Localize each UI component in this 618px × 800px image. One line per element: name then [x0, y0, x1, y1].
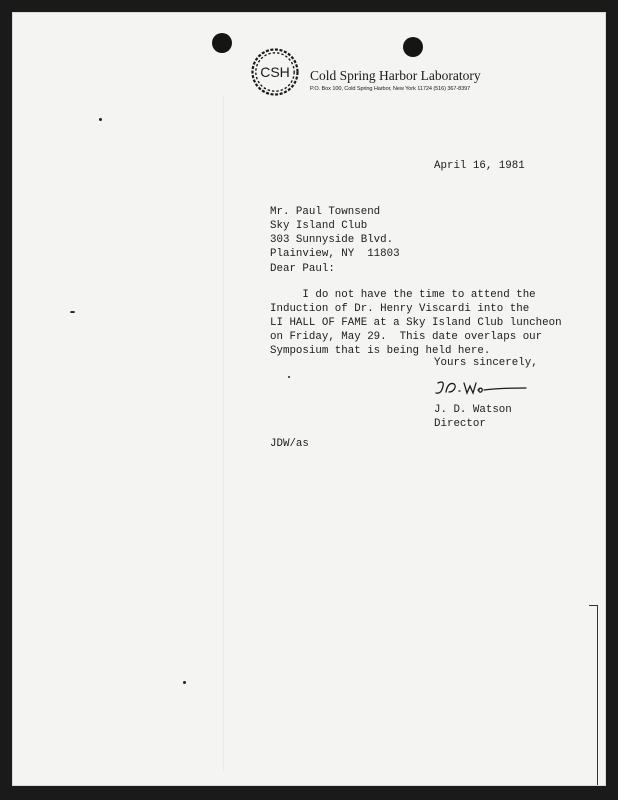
recipient-address	[270, 205, 400, 261]
punch-hole-right	[403, 37, 423, 57]
paper-edge-mark	[597, 605, 598, 785]
signatory-title: Director	[434, 418, 486, 430]
signatory	[434, 403, 512, 431]
paper-speck	[288, 376, 290, 378]
paper-speck	[70, 311, 75, 313]
paper-speck	[183, 681, 186, 684]
body-line: on Friday, May 29. This date overlaps our	[270, 331, 543, 343]
body-line: Induction of Dr. Henry Viscardi into the	[270, 303, 530, 315]
signatory-name: J. D. Watson	[434, 404, 512, 416]
letter-page	[12, 12, 606, 786]
typist-initials: JDW/as	[270, 438, 309, 450]
body-line: LI HALL OF FAME at a Sky Island Club luncheon	[270, 317, 562, 329]
punch-hole-left	[212, 33, 232, 53]
logo-text: CSH	[260, 64, 290, 80]
salutation: Dear Paul:	[270, 263, 335, 275]
page-fold-line	[223, 95, 224, 771]
csh-logo-icon	[249, 46, 301, 98]
recipient-line: Sky Island Club	[270, 220, 368, 232]
organization-address: P.O. Box 100, Cold Spring Harbor, New York 11724 (516) 367-8397	[310, 86, 471, 92]
letter-body	[270, 288, 562, 358]
handwritten-signature	[432, 377, 528, 399]
letter-date: April 16, 1981	[434, 160, 525, 172]
organization-name: Cold Spring Harbor Laboratory	[310, 68, 481, 83]
body-line: I do not have the time to attend the	[270, 289, 536, 301]
closing: Yours sincerely,	[434, 357, 538, 369]
paper-edge-mark	[589, 605, 597, 606]
recipient-line: Plainview, NY 11803	[270, 248, 400, 260]
paper-speck	[99, 118, 102, 121]
recipient-line: Mr. Paul Townsend	[270, 206, 381, 218]
body-line: Symposium that is being held here.	[270, 345, 491, 357]
recipient-line: 303 Sunnyside Blvd.	[270, 234, 394, 246]
